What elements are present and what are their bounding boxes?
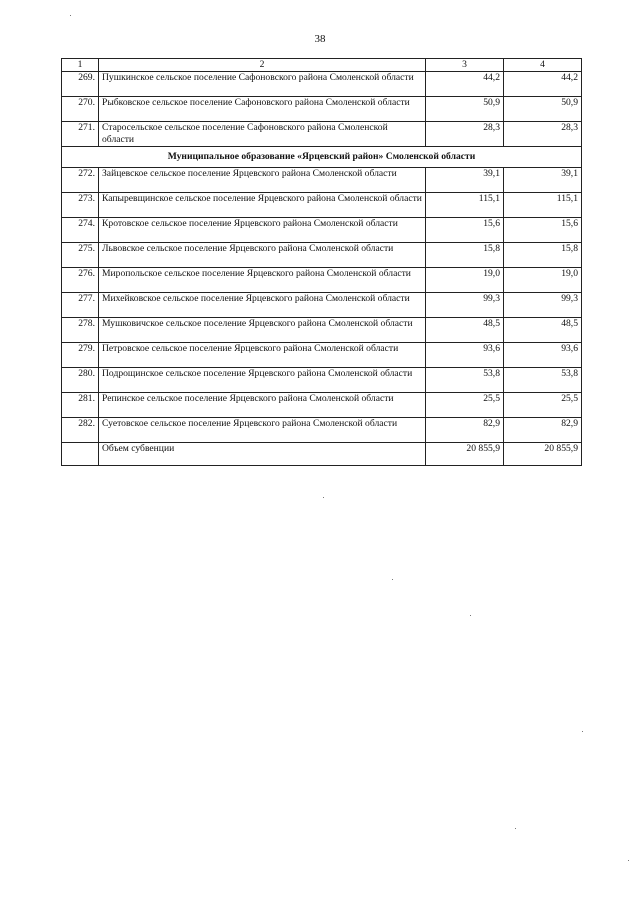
value-col-3: 82,9 bbox=[426, 418, 504, 443]
settlement-name: Рыбковское сельское поселение Сафоновского района Смоленской области bbox=[99, 97, 426, 122]
settlement-name: Капыревщинское сельское поселение Ярцевского района Смоленской области bbox=[99, 193, 426, 218]
value-col-4: 53,8 bbox=[504, 368, 582, 393]
row-number: 273. bbox=[62, 193, 99, 218]
total-row bbox=[62, 443, 582, 466]
value-col-4: 93,6 bbox=[504, 343, 582, 368]
scan-speck bbox=[470, 615, 471, 616]
row-number: 277. bbox=[62, 293, 99, 318]
table-row bbox=[62, 193, 582, 218]
settlement-name: Львовское сельское поселение Ярцевского района Смоленской области bbox=[99, 243, 426, 268]
value-col-3: 50,9 bbox=[426, 97, 504, 122]
value-col-4: 48,5 bbox=[504, 318, 582, 343]
column-header-3: 3 bbox=[426, 59, 504, 72]
total-value-col-4: 20 855,9 bbox=[504, 443, 582, 466]
value-col-4: 82,9 bbox=[504, 418, 582, 443]
scan-speck bbox=[628, 860, 629, 861]
table-header-row bbox=[62, 59, 582, 72]
table-row bbox=[62, 218, 582, 243]
table-row bbox=[62, 243, 582, 268]
value-col-4: 39,1 bbox=[504, 168, 582, 193]
value-col-3: 39,1 bbox=[426, 168, 504, 193]
row-number: 272. bbox=[62, 168, 99, 193]
column-header-4: 4 bbox=[504, 59, 582, 72]
row-number: 275. bbox=[62, 243, 99, 268]
row-number: 281. bbox=[62, 393, 99, 418]
settlement-name: Миропольское сельское поселение Ярцевского района Смоленской области bbox=[99, 268, 426, 293]
value-col-4: 28,3 bbox=[504, 122, 582, 147]
table-row bbox=[62, 122, 582, 147]
table-row bbox=[62, 72, 582, 97]
value-col-3: 25,5 bbox=[426, 393, 504, 418]
page-number: 38 bbox=[314, 33, 326, 45]
value-col-4: 15,6 bbox=[504, 218, 582, 243]
row-number: 269. bbox=[62, 72, 99, 97]
settlement-name: Мушковичское сельское поселение Ярцевского района Смоленской области bbox=[99, 318, 426, 343]
table-row bbox=[62, 343, 582, 368]
value-col-3: 115,1 bbox=[426, 193, 504, 218]
value-col-3: 44,2 bbox=[426, 72, 504, 97]
table-row bbox=[62, 97, 582, 122]
value-col-4: 25,5 bbox=[504, 393, 582, 418]
column-header-1: 1 bbox=[62, 59, 99, 72]
settlement-name: Пушкинское сельское поселение Сафоновского района Смоленской области bbox=[99, 72, 426, 97]
row-number: 274. bbox=[62, 218, 99, 243]
value-col-4: 15,8 bbox=[504, 243, 582, 268]
row-number: 279. bbox=[62, 343, 99, 368]
scan-speck bbox=[515, 828, 516, 829]
section-header-row bbox=[62, 147, 582, 168]
value-col-3: 19,0 bbox=[426, 268, 504, 293]
value-col-3: 93,6 bbox=[426, 343, 504, 368]
row-number: 280. bbox=[62, 368, 99, 393]
value-col-3: 99,3 bbox=[426, 293, 504, 318]
settlement-name: Суетовское сельское поселение Ярцевского района Смоленской области bbox=[99, 418, 426, 443]
value-col-4: 99,3 bbox=[504, 293, 582, 318]
settlement-name: Кротовское сельское поселение Ярцевского района Смоленской области bbox=[99, 218, 426, 243]
value-col-3: 15,8 bbox=[426, 243, 504, 268]
table-row bbox=[62, 168, 582, 193]
value-col-4: 50,9 bbox=[504, 97, 582, 122]
column-header-2: 2 bbox=[99, 59, 426, 72]
row-number: 282. bbox=[62, 418, 99, 443]
total-number-cell bbox=[62, 443, 99, 466]
table-row bbox=[62, 293, 582, 318]
row-number: 276. bbox=[62, 268, 99, 293]
value-col-3: 15,6 bbox=[426, 218, 504, 243]
scan-speck bbox=[323, 497, 324, 498]
table-row bbox=[62, 393, 582, 418]
settlement-name: Подрощинское сельское поселение Ярцевского района Смоленской области bbox=[99, 368, 426, 393]
scan-speck bbox=[582, 731, 583, 732]
value-col-3: 48,5 bbox=[426, 318, 504, 343]
subvention-table bbox=[61, 58, 582, 466]
value-col-3: 28,3 bbox=[426, 122, 504, 147]
row-number: 278. bbox=[62, 318, 99, 343]
table-row bbox=[62, 268, 582, 293]
settlement-name: Петровское сельское поселение Ярцевского района Смоленской области bbox=[99, 343, 426, 368]
scan-speck bbox=[392, 579, 393, 580]
total-value-col-3: 20 855,9 bbox=[426, 443, 504, 466]
settlement-name: Репинское сельское поселение Ярцевского района Смоленской области bbox=[99, 393, 426, 418]
scan-speck bbox=[70, 15, 71, 16]
settlement-name: Зайцевское сельское поселение Ярцевского района Смоленской области bbox=[99, 168, 426, 193]
total-label: Объем субвенции bbox=[99, 443, 426, 466]
row-number: 271. bbox=[62, 122, 99, 147]
settlement-name: Михейковское сельское поселение Ярцевского района Смоленской области bbox=[99, 293, 426, 318]
row-number: 270. bbox=[62, 97, 99, 122]
value-col-3: 53,8 bbox=[426, 368, 504, 393]
table-row bbox=[62, 368, 582, 393]
value-col-4: 115,1 bbox=[504, 193, 582, 218]
section-title: Муниципальное образование «Ярцевский район» Смоленской области bbox=[62, 147, 582, 168]
value-col-4: 44,2 bbox=[504, 72, 582, 97]
value-col-4: 19,0 bbox=[504, 268, 582, 293]
settlement-name: Старосельское сельское поселение Сафоновского района Смоленской области bbox=[99, 122, 426, 147]
table-row bbox=[62, 318, 582, 343]
table-row bbox=[62, 418, 582, 443]
